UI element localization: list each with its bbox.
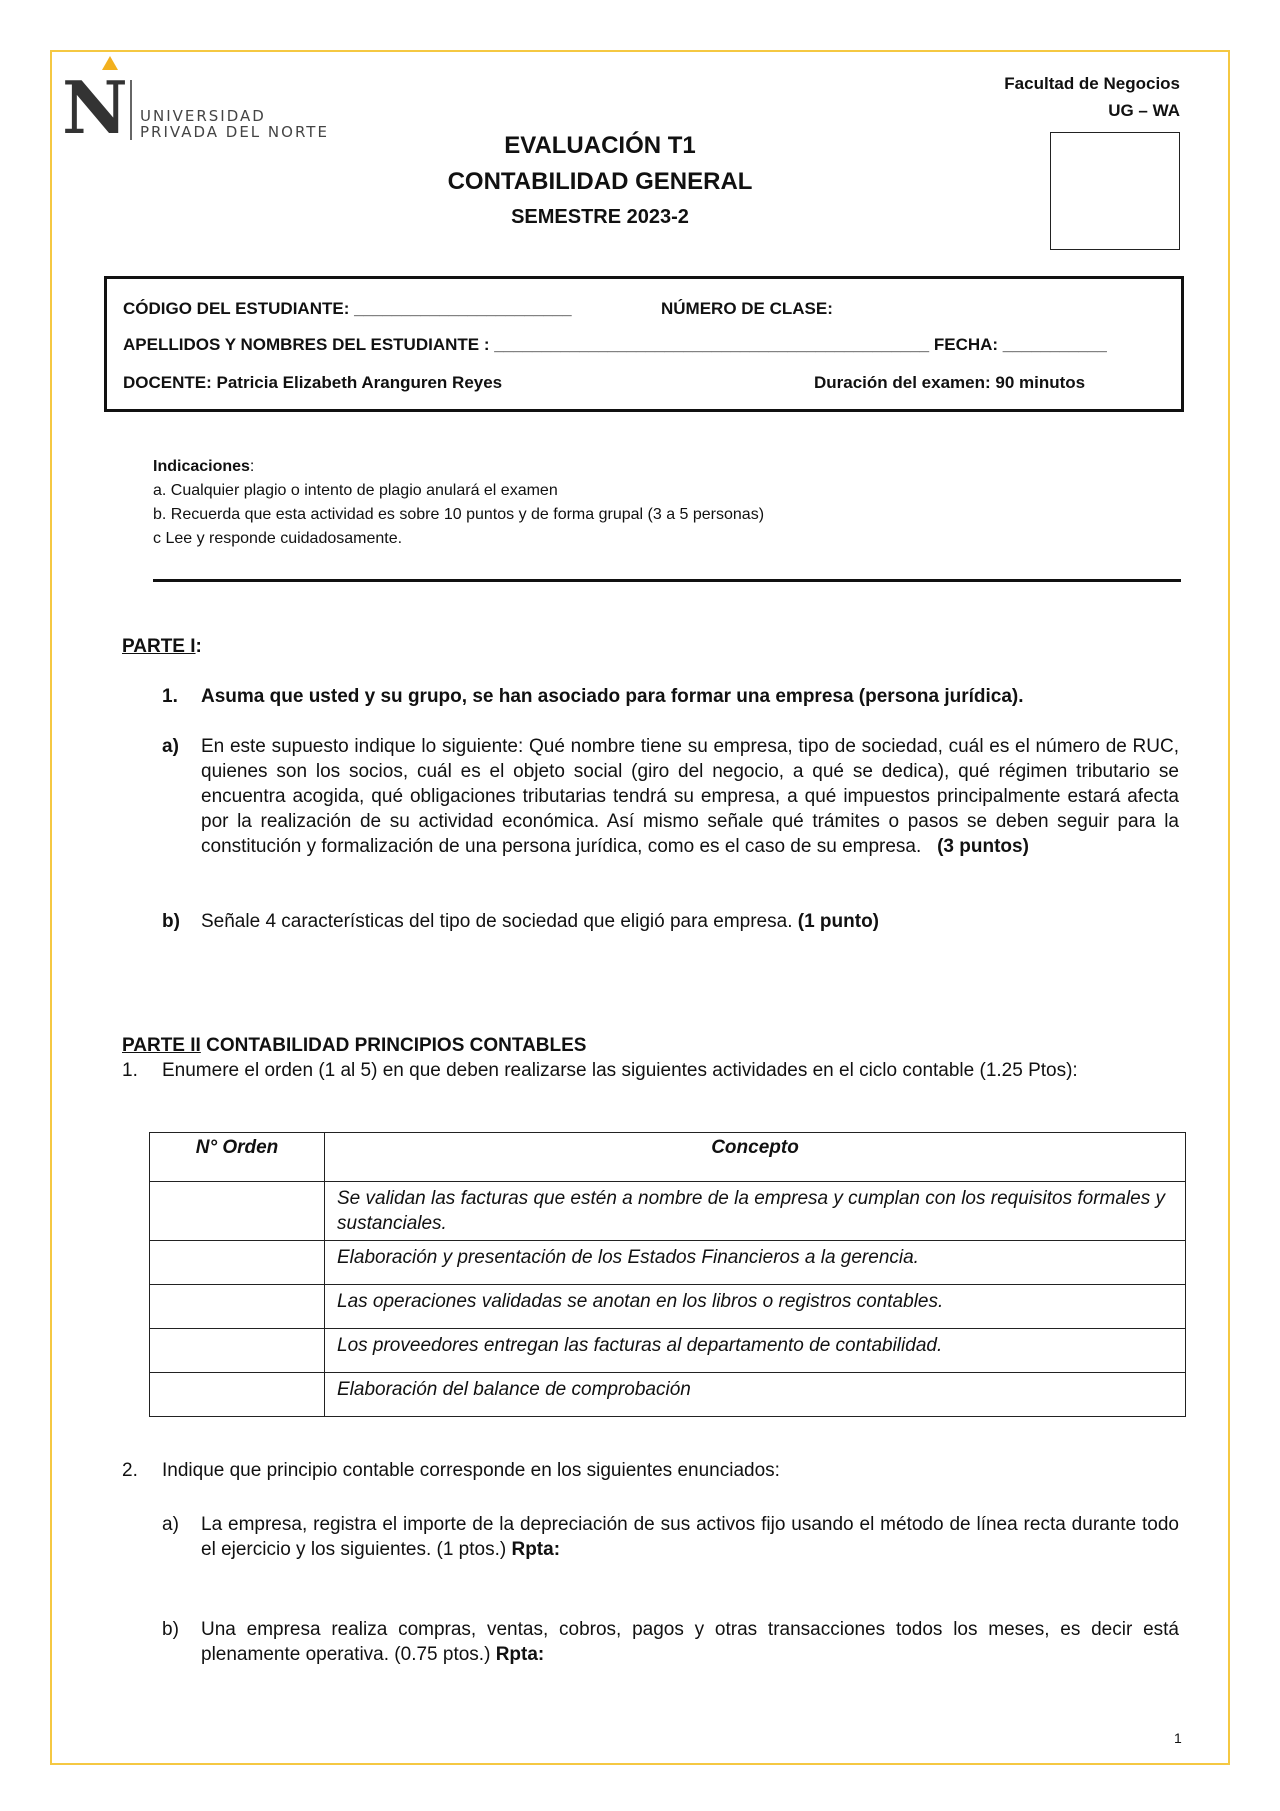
part2-q2b-text: Una empresa realiza compras, ventas, cobros, pagos y otras transacciones todos los meses, es decir está plenamente operativa. (0.75 ptos.) xyxy=(201,1619,1179,1665)
order-cell[interactable] xyxy=(150,1373,325,1417)
part1-q1-text: Asuma que usted y su grupo, se han asociado para formar una empresa (persona jurídica). xyxy=(201,686,1024,707)
part2-title: PARTE II xyxy=(122,1035,201,1056)
order-cell[interactable] xyxy=(150,1329,325,1373)
part1-a-points: (3 puntos) xyxy=(937,836,1029,857)
instructions xyxy=(153,455,764,551)
part2-heading xyxy=(122,1033,586,1058)
table-header-row xyxy=(150,1133,1186,1182)
instructions-colon: : xyxy=(249,458,255,475)
part2-q2a-question xyxy=(201,1512,1179,1562)
part1-a-question xyxy=(201,734,1179,859)
exam-semester: SEMESTRE 2023-2 xyxy=(511,206,689,228)
part1-b-question xyxy=(201,909,1179,934)
instruction-item: b. Recuerda que esta actividad es sobre 10 puntos y de forma grupal (3 a 5 personas) xyxy=(153,506,765,523)
logo-text-line1: UNIVERSIDAD xyxy=(140,107,266,125)
faculty-header xyxy=(1004,70,1180,124)
exam-title: EVALUACIÓN T1 xyxy=(504,132,696,159)
part2-q2-number: 2. xyxy=(122,1460,138,1481)
concept-cell: Las operaciones validadas se anotan en los libros o registros contables. xyxy=(325,1285,1186,1329)
instruction-item: a. Cualquier plagio o intento de plagio anulará el examen xyxy=(153,482,558,499)
part2-q2b-label: b) xyxy=(162,1619,179,1640)
table-row xyxy=(150,1373,1186,1417)
part2-subtitle: CONTABILIDAD PRINCIPIOS CONTABLES xyxy=(200,1035,587,1056)
student-code-label: CÓDIGO DEL ESTUDIANTE: _______________________ xyxy=(123,299,572,318)
logo-n-glyph: N xyxy=(62,65,128,150)
table-row xyxy=(150,1329,1186,1373)
concept-cell: Elaboración del balance de comprobación xyxy=(325,1373,1186,1417)
part1-b-points: (1 punto) xyxy=(797,911,880,932)
part1-b-text: Señale 4 características del tipo de sociedad que eligió para empresa. xyxy=(201,911,793,932)
part1-heading xyxy=(122,636,202,658)
table-header-concept: Concepto xyxy=(325,1133,1186,1182)
teacher-label: DOCENTE: Patricia Elizabeth Aranguren Reyes xyxy=(123,373,503,392)
logo-text-line2: PRIVADA DEL NORTE xyxy=(140,123,329,141)
concept-cell: Elaboración y presentación de los Estados Financieros a la gerencia. xyxy=(325,1241,1186,1285)
part1-a-label: a) xyxy=(162,736,179,757)
part1-colon: : xyxy=(195,636,202,657)
concept-cell: Los proveedores entregan las facturas al departamento de contabilidad. xyxy=(325,1329,1186,1373)
part2-q2a-answer-label: Rpta: xyxy=(511,1539,561,1560)
class-number-label: NÚMERO DE CLASE: xyxy=(661,299,833,318)
exam-title-block xyxy=(0,128,1200,234)
table-header-order: N° Orden xyxy=(150,1133,325,1182)
concept-cell: Se validan las facturas que estén a nombre de la empresa y cumplan con los requisitos formales y sustanciales. xyxy=(325,1182,1186,1241)
faculty-name: Facultad de Negocios xyxy=(1004,74,1180,93)
part2-q2a-label: a) xyxy=(162,1514,179,1535)
part2-q1-text: Enumere el orden (1 al 5) en que deben realizarse las siguientes actividades en el ciclo contable (1.25 Ptos): xyxy=(162,1060,1078,1081)
order-cell[interactable] xyxy=(150,1241,325,1285)
student-name-label: APELLIDOS Y NOMBRES DEL ESTUDIANTE : ______________________________________________ FECHA: ___________ xyxy=(123,335,1107,354)
duration-label: Duración del examen: 90 minutos xyxy=(814,373,1086,392)
part2-q2a-text: La empresa, registra el importe de la depreciación de sus activos fijo usando el método de línea recta durante todo el ejercicio y los siguientes. (1 ptos.) xyxy=(201,1514,1179,1560)
part2-q1-number: 1. xyxy=(122,1060,138,1081)
section-divider xyxy=(153,579,1181,582)
page-number: 1 xyxy=(1174,1730,1182,1746)
part1-b-label: b) xyxy=(162,911,180,932)
part1-title: PARTE I xyxy=(122,636,196,657)
table-row xyxy=(150,1285,1186,1329)
part1-q1-number: 1. xyxy=(162,686,178,707)
part2-q2-text: Indique que principio contable corresponde en los siguientes enunciados: xyxy=(162,1460,780,1481)
part2-q2b-question xyxy=(201,1617,1179,1667)
order-table xyxy=(149,1132,1186,1417)
table-row xyxy=(150,1182,1186,1241)
table-row xyxy=(150,1241,1186,1285)
order-cell[interactable] xyxy=(150,1182,325,1241)
part2-q2b-answer-label: Rpta: xyxy=(495,1644,545,1665)
part1-a-text: En este supuesto indique lo siguiente: Qué nombre tiene su empresa, tipo de sociedad, cuál es el número de RUC, quienes son los socios, cuál es el objeto social (giro del negocio, a qué se dedica), qué régimen tributario se encuentra acogida, qué obligaciones tributarias tendrá su empresa, a qué impuestos principalmente estará afecta por la realización de su actividad económica. Así mismo señale qué trámites o pasos se deben seguir para la constitución y formalización de una persona jurídica, como es el caso de su empresa. xyxy=(201,736,1179,857)
student-info-box xyxy=(104,276,1184,412)
exam-subject: CONTABILIDAD GENERAL xyxy=(447,168,753,195)
instruction-item: c Lee y responde cuidadosamente. xyxy=(153,530,403,547)
order-cell[interactable] xyxy=(150,1285,325,1329)
campus-code: UG – WA xyxy=(1108,101,1180,120)
grade-box xyxy=(1050,132,1180,250)
instructions-heading: Indicaciones xyxy=(153,458,250,475)
